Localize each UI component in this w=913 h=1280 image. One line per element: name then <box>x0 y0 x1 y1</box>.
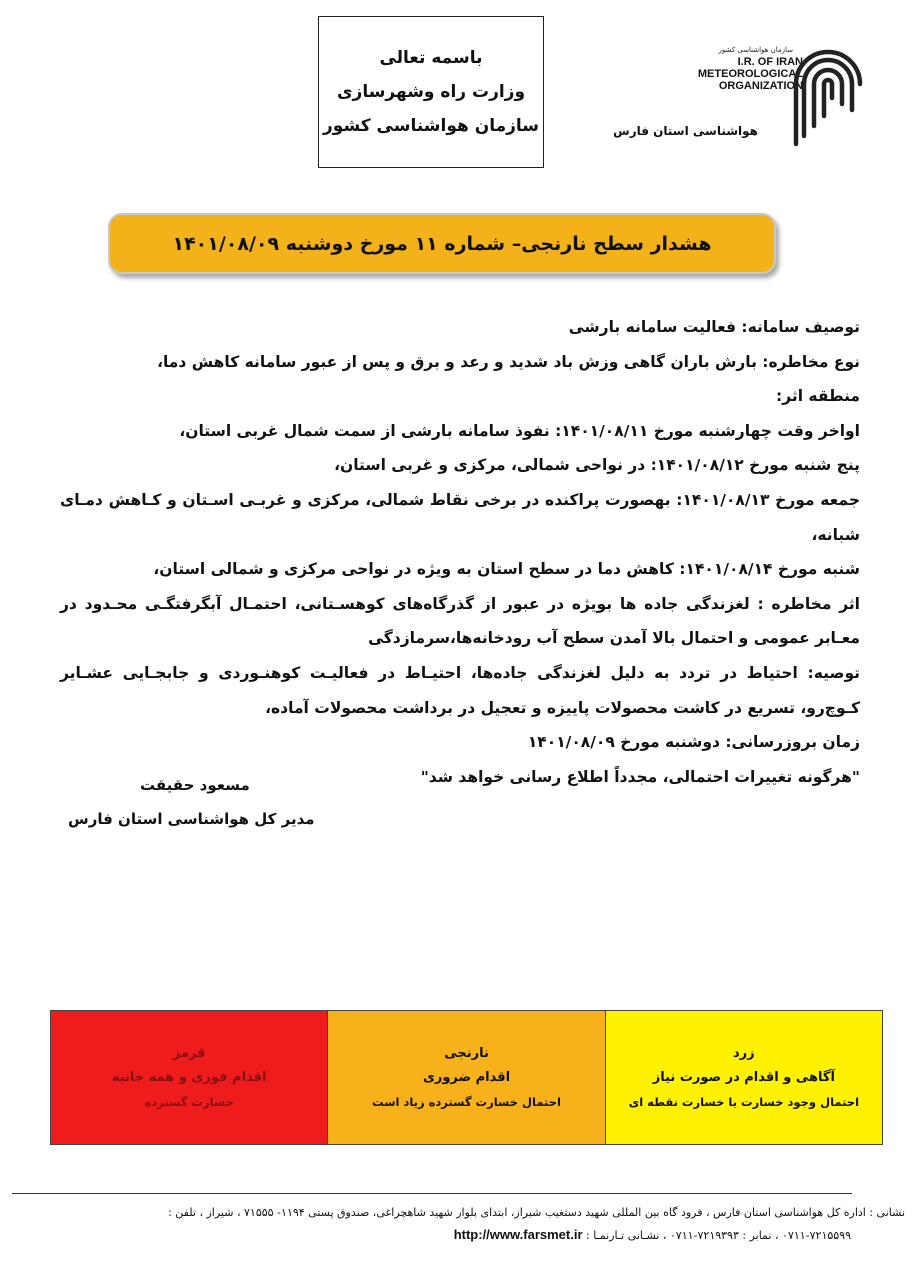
warning-title: هشدار سطح نارنجی– شماره ۱۱ مورخ دوشنبه ۱۴۰۱/۰۸/۰۹ <box>172 232 712 255</box>
legend-red-title: قرمز <box>172 1045 206 1061</box>
legend-yellow <box>605 1011 882 1144</box>
header-line-1: باسمه تعالی <box>379 48 483 68</box>
forecast-day-4: شنبه مورخ ۱۴۰۱/۰۸/۱۴: کاهش دما در سطح استان به ویژه در نواحی مرکزی و شمالی استان، <box>153 560 860 579</box>
footer-phones: ۰۷۱۱-۷۲۱۵۵۹۹ ، نمابر : ۷۲۱۹۳۹۳-۰۷۱۱ ، نشـانی تـارنمـا : <box>586 1229 851 1242</box>
legend-red <box>51 1011 327 1144</box>
logo-english-text <box>603 56 803 92</box>
legend-orange <box>327 1011 604 1144</box>
hazard-type: نوع مخاطره: بارش باران گاهی وزش باد شدید و رعد و برق و پس از عبور سامانه کاهش دما، <box>157 352 860 371</box>
update-time: زمان بروزرسانی: دوشنبه مورخ ۱۴۰۱/۰۸/۰۹ <box>527 733 860 752</box>
legend-orange-desc: احتمال خسارت گسترده زیاد است <box>372 1094 561 1109</box>
legend-yellow-action: آگاهی و اقدام در صورت نیاز <box>652 1069 835 1085</box>
hazard-impact: اثر مخاطره : لغزندگی جاده ها بویژه در عبور از گذرگاه‌های کوهسـتانی، احتمـال آبگرفتگـی محـدود در معـابر عمومی و احتمال بالا آمدن سطح آب رودخانه‌ها،سرمازدگی <box>60 594 860 648</box>
footer-contact <box>231 1227 851 1242</box>
footer-address: نشانی : اداره کل هواشناسی استان فارس ، فرود گاه بین المللی شهید دستغیب شیراز، ابتدای بلوار شهید شاهچراغی، صندوق پستی ۱۱۹۴- ۷۱۵۵۵ ، شیراز ، تلفن : <box>168 1206 905 1219</box>
header-line-2: وزارت راه وشهرسازی <box>336 82 526 102</box>
forecast-day-1: اواخر وقت چهارشنبه مورخ ۱۴۰۱/۰۸/۱۱: نفوذ سامانه بارشی از سمت شمال غربی استان، <box>179 421 860 440</box>
signatory-name: مسعود حقیقت <box>140 776 250 794</box>
meteorological-logo-icon <box>792 40 864 148</box>
warning-body <box>60 310 860 794</box>
warning-banner <box>108 213 776 274</box>
legend-red-action: اقدام فوری و همه جانبه <box>111 1069 267 1085</box>
legend-orange-title: نارنجی <box>444 1045 489 1061</box>
signatory-title: مدیر کل هواشناسی استان فارس <box>68 810 315 828</box>
letterhead-box <box>318 16 544 168</box>
legend-yellow-title: زرد <box>733 1045 755 1061</box>
logo-en-line-1: I.R. OF IRAN <box>737 56 803 68</box>
region-label: منطقه اثر: <box>776 387 860 406</box>
logo-province-name: هواشناسی استان فارس <box>613 124 758 138</box>
forecast-day-2: پنج شنبه مورخ ۱۴۰۱/۰۸/۱۲: در نواحی شمالی، مرکزی و غربی استان، <box>334 456 860 475</box>
logo-fa-small: سازمان هواشناسی کشور <box>718 46 793 54</box>
header-line-3: سازمان هواشناسی کشور <box>323 116 540 136</box>
change-note: "هرگونه تغییرات احتمالی، مجدداً اطلاع رسانی خواهد شد" <box>420 767 860 786</box>
system-description: توصیف سامانه: فعالیت سامانه بارشی <box>568 318 860 336</box>
warning-level-legend <box>50 1010 883 1145</box>
logo-en-line-3: ORGANIZATION <box>718 80 803 92</box>
forecast-day-3: جمعه مورخ ۱۴۰۱/۰۸/۱۳: بهصورت پراکنده در برخی نقاط شمالی، مرکزی و غربـی اسـتان و کـاهش دمـای شبانه، <box>60 490 860 544</box>
logo-en-line-2: METEOROLOGICAL <box>697 68 803 80</box>
website-link[interactable]: http://www.farsmet.ir <box>453 1227 583 1242</box>
footer-divider <box>12 1193 852 1194</box>
recommendation: توصیه: احتیاط در تردد به دلیل لغزندگی جاده‌ها، احتیـاط در فعالیـت کوهنـوردی و جابجـایی عشـایر کـوچ‌رو، تسریع در کاشت محصولات پاییزه و تعجیل در برداشت محصولات آماده، <box>60 663 860 717</box>
legend-orange-action: اقدام ضروری <box>422 1069 511 1085</box>
legend-red-desc: خسارت گسترده <box>144 1094 234 1109</box>
legend-yellow-desc: احتمال وجود خسارت یا خسارت نقطه ای <box>628 1094 860 1109</box>
